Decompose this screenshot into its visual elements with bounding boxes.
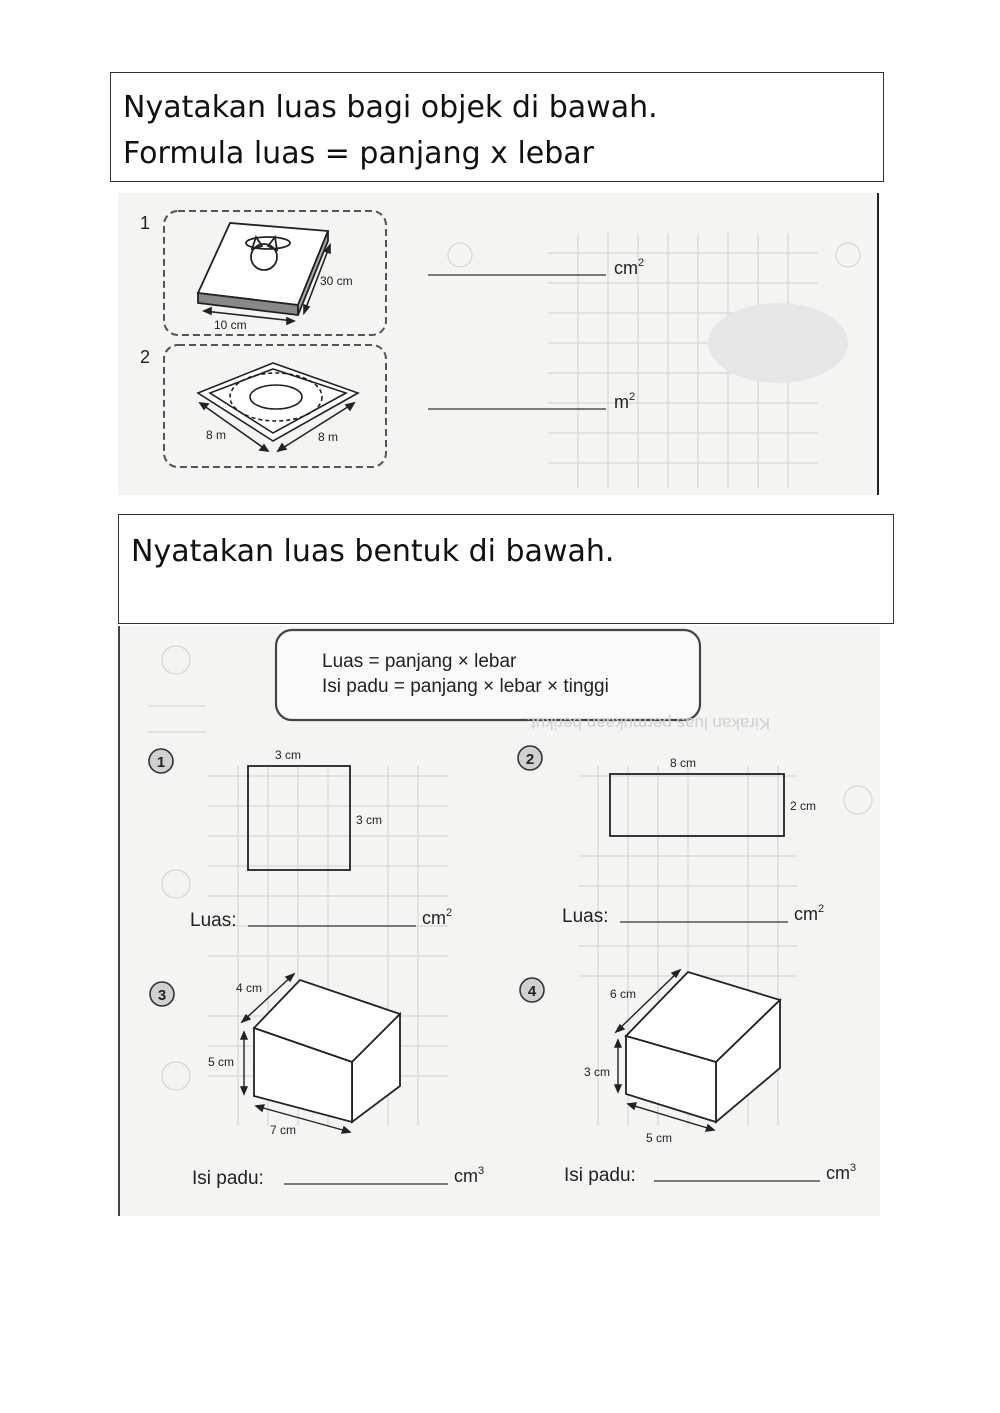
q1-top-label: 3 cm (275, 748, 302, 762)
mirrored-bleed-text: Kirakan luas permukaan berikut. (526, 714, 770, 733)
answer-unit-2: $m^2$ (614, 391, 636, 412)
q2-side-label: 2 cm (790, 799, 817, 813)
worksheet-scan-objects (118, 193, 878, 495)
scan-edge (118, 626, 120, 1216)
q3-height-label: 5 cm (208, 1055, 235, 1069)
square-shape (248, 766, 350, 870)
formula-box (276, 630, 700, 720)
item-number-2: 2 (140, 347, 151, 367)
answer-unit-1: $cm^2$ (614, 257, 645, 278)
q3-unit: $cm^3$ (454, 1165, 485, 1186)
rectangle-shape (610, 774, 784, 836)
q4-height-label: 3 cm (584, 1065, 611, 1079)
cuboid-shape-4 (626, 972, 780, 1122)
q1-unit: $cm^2$ (422, 907, 453, 928)
q3-length-label: 7 cm (270, 1123, 297, 1137)
item1-width-label: 10 cm (214, 318, 247, 332)
question-number-3: 3 (157, 987, 167, 1004)
cuboid-shape-3 (254, 980, 400, 1122)
item1-length-label: 30 cm (320, 274, 353, 288)
q3-depth-label: 4 cm (236, 981, 263, 995)
q4-depth-label: 6 cm (610, 987, 637, 1001)
q2-unit: $cm^2$ (794, 903, 825, 924)
instruction-text: Nyatakan luas bagi objek di bawah. (123, 90, 658, 125)
formula-text: Formula luas = panjang x lebar (123, 136, 595, 171)
formula-area: Luas = panjang × lebar (322, 651, 517, 672)
q3-answer-label: Isi padu: (192, 1168, 264, 1189)
formula-volume: Isi padu = panjang × lebar × tinggi (322, 676, 609, 697)
q4-answer-label: Isi padu: (564, 1165, 636, 1186)
item2-side-b-label: 8 m (318, 430, 339, 444)
q2-answer-label: Luas: (562, 906, 609, 927)
worksheet-scan-shapes (118, 626, 880, 1216)
q1-answer-label: Luas: (190, 910, 237, 931)
q1-side-label: 3 cm (356, 813, 383, 827)
item-number-1: 1 (140, 213, 151, 233)
instruction-box-area-objects (110, 72, 884, 182)
question-number-4: 4 (527, 983, 537, 1000)
q4-length-label: 5 cm (646, 1131, 673, 1145)
scan-edge (877, 193, 879, 495)
item2-side-a-label: 8 m (206, 428, 227, 442)
question-number-1: 1 (156, 754, 166, 771)
instruction-text: Nyatakan luas bentuk di bawah. (131, 534, 615, 569)
q2-top-label: 8 cm (670, 756, 697, 770)
q4-unit: $cm^3$ (826, 1162, 857, 1183)
question-number-2: 2 (525, 751, 535, 768)
instruction-box-shapes (118, 514, 894, 624)
